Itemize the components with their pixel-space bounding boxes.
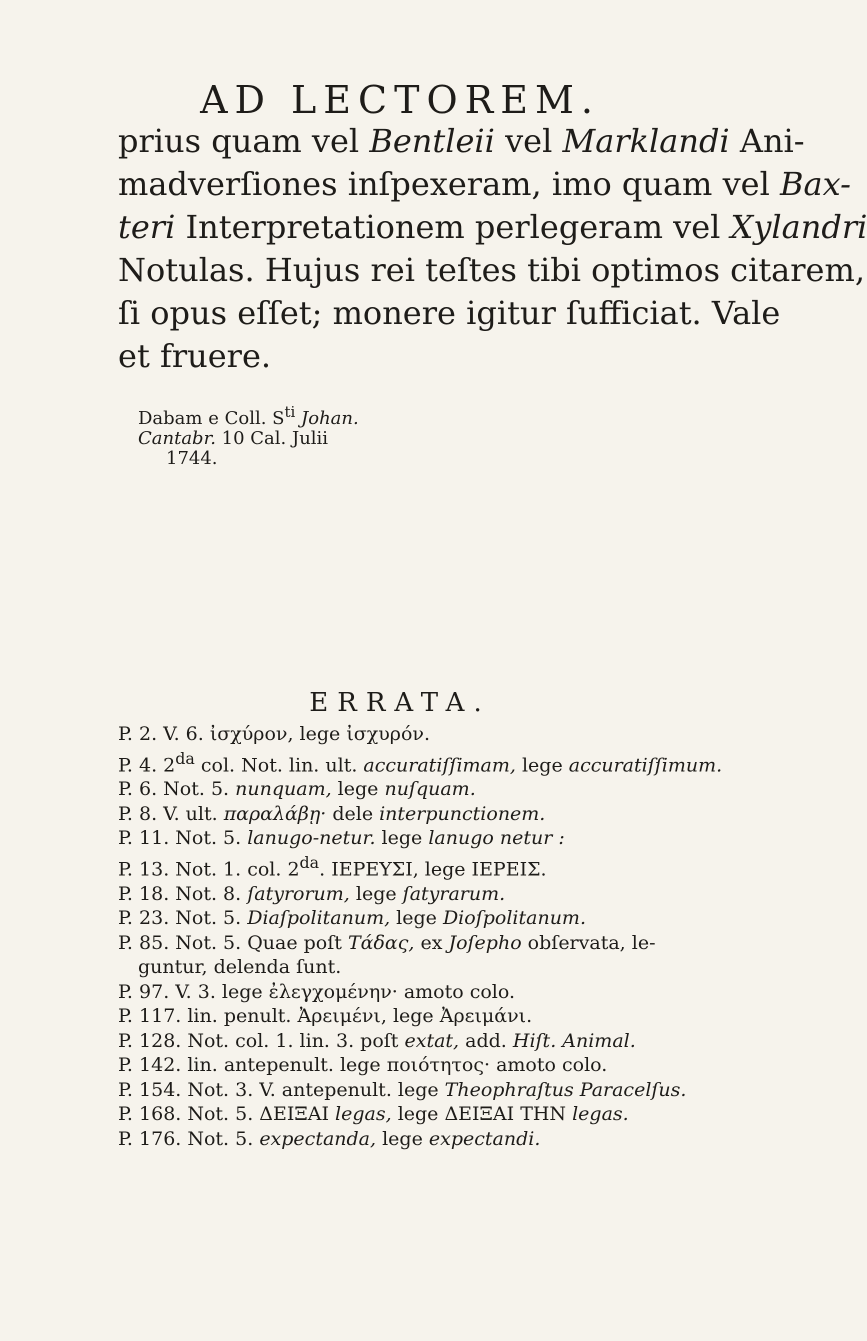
text-run: legas, xyxy=(335,1103,392,1126)
text-run: extat, xyxy=(404,1029,460,1052)
text-run: P. 6. Not. 5. xyxy=(118,778,236,801)
errata-entry xyxy=(118,906,678,931)
errata-entry xyxy=(118,802,678,827)
text-run: da xyxy=(299,852,320,872)
text-run: lege xyxy=(375,827,429,850)
dateline-line-2 xyxy=(138,429,359,449)
text-run: da xyxy=(175,748,195,768)
errata-entry xyxy=(118,851,678,882)
prose-line xyxy=(118,206,867,249)
text-run: ſatyrarum. xyxy=(402,882,506,905)
errata-entry xyxy=(118,1053,678,1078)
text-run: accuratiſſimam, xyxy=(363,753,516,776)
errata-entry xyxy=(118,1004,678,1029)
text-run: lanugo netur : xyxy=(428,827,565,850)
text-run: P. 168. Not. 5. ΔΕΙΞΑΙ xyxy=(118,1103,336,1126)
text-run: P. 85. Not. 5. Quae poſt xyxy=(118,931,348,954)
errata-entry xyxy=(118,980,678,1005)
text-run: P. 2. V. 6. ἰσχύρον, lege ἰσχυρόν. xyxy=(118,723,430,745)
text-run: παραλάβῃ· xyxy=(223,802,327,825)
dateline-text: Dabam e Coll. S xyxy=(138,408,285,429)
text-run: Theophraſtus Paracelſus. xyxy=(444,1078,687,1101)
text-run: . ΙΕΡΕΥΣΙ, lege ΙΕΡΕΙΣ. xyxy=(319,858,547,881)
errata-entry xyxy=(118,955,678,980)
errata-entry xyxy=(118,722,678,747)
text-run: lanugo-netur. xyxy=(247,827,376,850)
text-run: add. xyxy=(459,1029,513,1052)
errata-entry xyxy=(118,826,678,851)
errata-entry xyxy=(118,747,723,778)
prose-line xyxy=(118,292,781,335)
text-run: lege ΔΕΙΞΑΙ ΤΗΝ xyxy=(391,1103,573,1126)
text-run: Bentleii xyxy=(369,122,495,160)
text-run: Ani- xyxy=(729,122,805,160)
errata-entry xyxy=(118,1078,687,1103)
text-run: P. 97. V. 3. lege ἐλεγχομένην· amoto colo. xyxy=(118,980,516,1003)
text-run: Τάδας, xyxy=(347,931,415,954)
text-run: ſatyrorum, xyxy=(247,882,350,905)
errata-entry xyxy=(118,1127,678,1152)
dateline-superscript: ti xyxy=(284,403,296,421)
errata-entry xyxy=(118,882,678,907)
text-run: accuratiſſimum. xyxy=(568,753,723,776)
text-run: P. 23. Not. 5. xyxy=(118,907,248,930)
text-run: Bax- xyxy=(779,165,851,203)
text-run: lege xyxy=(515,753,569,776)
text-run: interpunctionem. xyxy=(379,802,546,825)
errata-entry xyxy=(118,931,678,956)
prose-line xyxy=(118,335,678,378)
text-run: P. 11. Not. 5. xyxy=(118,827,248,850)
text-run: nuſquam. xyxy=(384,778,476,801)
dateline xyxy=(138,402,359,469)
errata-heading: ERRATA. xyxy=(309,688,491,718)
text-run: col. Not. lin. ult. xyxy=(194,753,364,776)
text-run: Xylandri xyxy=(730,208,867,246)
text-run: P. 128. Not. col. 1. lin. 3. poſt xyxy=(118,1029,405,1052)
text-run: Interpretationem perlegeram vel xyxy=(175,208,731,246)
text-run: P. 8. V. ult. xyxy=(118,802,224,825)
text-run: lege xyxy=(331,778,385,801)
text-run: legas. xyxy=(572,1103,629,1126)
errata-entry xyxy=(118,1029,678,1054)
prose-line xyxy=(118,120,805,163)
prose-line xyxy=(118,163,851,206)
text-run: Dioſpolitanum. xyxy=(442,907,586,930)
text-run: lege xyxy=(390,907,443,930)
prose-paragraph xyxy=(118,120,867,378)
text-run: Joſepho xyxy=(448,931,522,954)
text-run: obſervata, le- xyxy=(521,931,656,954)
text-run: madverſiones inſpexeram, imo quam vel xyxy=(118,165,780,203)
text-run: Notulas. Hujus rei teſtes tibi optimos citarem, xyxy=(118,251,865,289)
text-run: P. 117. lin. penult. Ἀρειμένι, lege Ἀρειμάνι. xyxy=(118,1005,533,1028)
errata-entry xyxy=(118,1102,678,1127)
text-run: P. 13. Not. 1. col. 2 xyxy=(118,858,300,881)
text-run: teri xyxy=(118,208,176,246)
text-run: guntur, delenda ſunt. xyxy=(138,956,342,979)
text-run: Marklandi xyxy=(562,122,730,160)
text-run: Hiſt. Animal. xyxy=(512,1029,636,1052)
text-run: lege xyxy=(376,1127,429,1150)
text-run: expectandi. xyxy=(428,1127,541,1150)
text-run: prius quam vel xyxy=(118,122,370,160)
running-head: AD LECTOREM. xyxy=(200,78,600,122)
dateline-name: Johan. xyxy=(295,408,359,429)
text-run: P. 142. lin. antepenult. lege ποιότητος· amoto colo. xyxy=(118,1054,608,1077)
text-run: ex xyxy=(414,931,449,954)
text-run: P. 176. Not. 5. xyxy=(118,1127,260,1150)
text-run: expectanda, xyxy=(259,1127,377,1150)
text-run: P. 18. Not. 8. xyxy=(118,882,248,905)
text-run: P. 154. Not. 3. V. antepenult. lege xyxy=(118,1078,445,1101)
text-run: nunquam, xyxy=(235,778,332,801)
errata-entry xyxy=(118,777,678,802)
text-run: dele xyxy=(326,802,380,825)
text-run: lege xyxy=(349,882,403,905)
dateline-place: Cantabr. xyxy=(138,428,216,449)
dateline-line-1 xyxy=(138,402,359,429)
text-run: P. 4. 2 xyxy=(118,753,176,776)
errata-list xyxy=(118,722,723,1151)
text-run: Diaſpolitanum, xyxy=(247,907,391,930)
dateline-year: 1744. xyxy=(166,448,218,469)
text-run: vel xyxy=(494,122,563,160)
prose-line xyxy=(118,249,865,292)
text-run: ſi opus eſſet; monere igitur ſufficiat. Vale xyxy=(118,294,781,332)
text-run: et fruere. xyxy=(118,337,272,375)
dateline-date: 10 Cal. Julii xyxy=(215,428,329,449)
